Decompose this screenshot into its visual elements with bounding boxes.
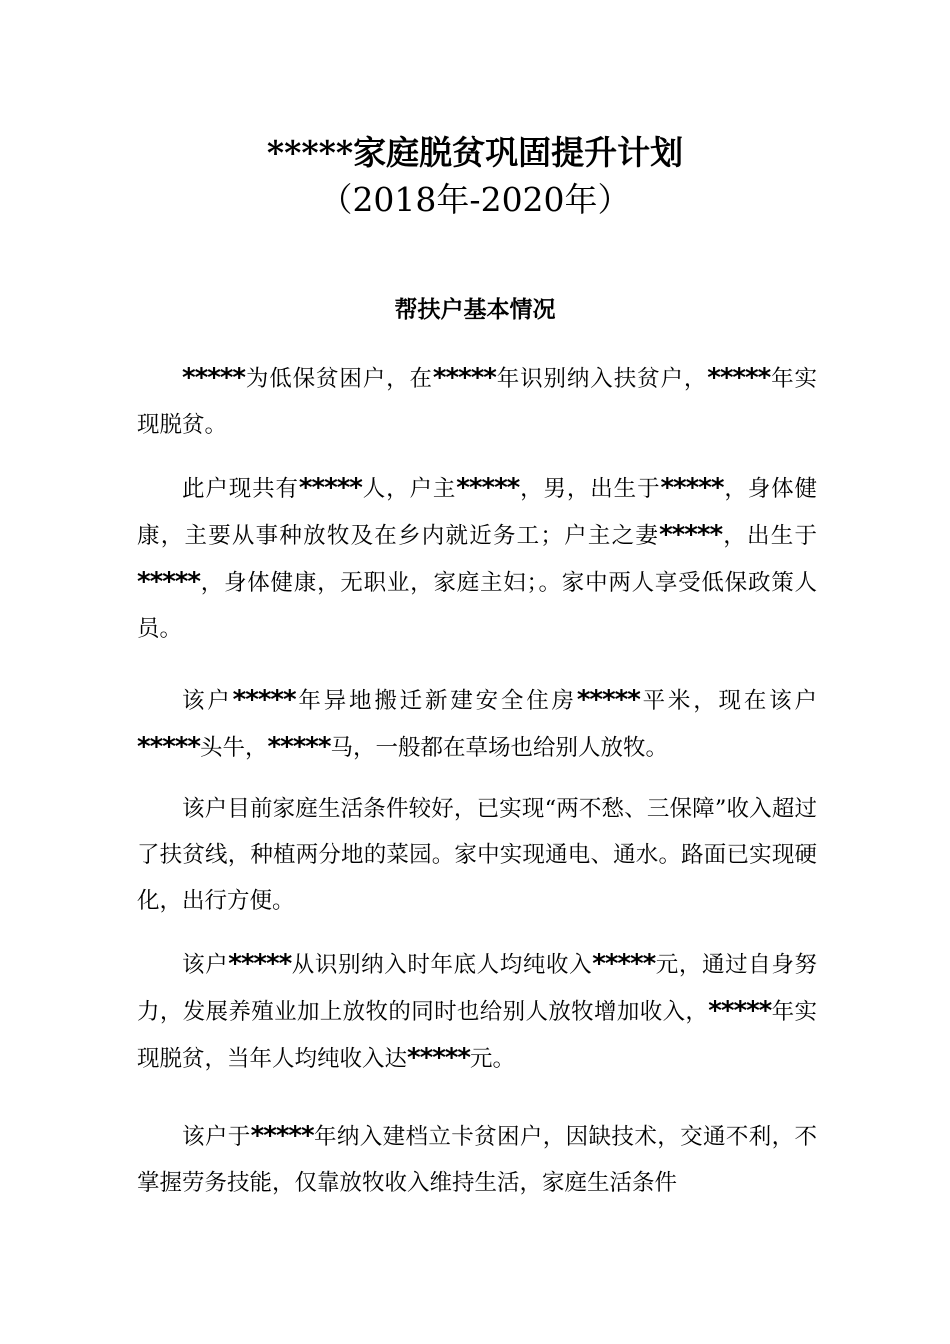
paragraph-text: 该户目前家庭生活条件较好，已实现“两不愁、三保障”收入超过了扶贫线，种植两分地的菜园。家中实现通电、通水。路面已实现硬化，出行方便。 bbox=[137, 796, 817, 914]
paragraph-text: 从识别纳入时年底人均纯收入 bbox=[291, 952, 593, 978]
paragraph-text: 该户 bbox=[182, 688, 233, 714]
redacted-value: ***** bbox=[660, 473, 724, 503]
paragraph-text: ，出生于 bbox=[722, 523, 817, 549]
paragraph-text: 元。 bbox=[470, 1046, 516, 1072]
redacted-value: ***** bbox=[250, 1121, 314, 1151]
redacted-value: ***** bbox=[456, 473, 520, 503]
redacted-value: ***** bbox=[228, 949, 292, 979]
paragraph-text: 该户 bbox=[182, 952, 229, 978]
paragraph-4 bbox=[137, 786, 817, 924]
paragraph-6 bbox=[137, 1113, 817, 1206]
paragraph-text: 年识别纳入扶贫户， bbox=[495, 366, 708, 392]
redacted-value: ***** bbox=[708, 996, 772, 1026]
paragraph-text: 年异地搬迁新建安全住房 bbox=[295, 688, 577, 714]
redacted-value: ***** bbox=[182, 363, 245, 393]
paragraph-text: 平米，现在该户 bbox=[639, 688, 817, 714]
section-heading: 帮扶户基本情况 bbox=[394, 296, 556, 323]
redacted-value: ***** bbox=[137, 732, 200, 762]
paragraph-text: 为低保贫困户，在 bbox=[244, 366, 433, 392]
paragraph-text: 元，通过自身努力，发展养殖业加上放牧的同时也给别人放牧增加收入， bbox=[137, 952, 817, 1025]
redacted-value: ***** bbox=[137, 567, 200, 597]
redacted-value: ***** bbox=[659, 520, 723, 550]
paragraph-text: 马，一般都在草场也给别人放牧。 bbox=[330, 735, 668, 761]
paragraph-1 bbox=[137, 355, 817, 448]
paragraph-text: 人，户主 bbox=[361, 476, 457, 502]
paragraph-text: ，身体健康，无职业，家庭主妇；。家中两人享受低保政策人员。 bbox=[137, 570, 817, 642]
document-title: *****家庭脱贫巩固提升计划 bbox=[266, 133, 684, 172]
paragraph-3 bbox=[137, 677, 817, 771]
paragraph-text: 年实现脱贫。 bbox=[137, 366, 817, 438]
redacted-value: ***** bbox=[407, 1043, 470, 1073]
redacted-value: ***** bbox=[232, 685, 296, 715]
paragraph-5 bbox=[137, 941, 817, 1082]
redacted-value: ***** bbox=[432, 363, 496, 393]
paragraph-text: 年纳入建档立卡贫困户，因缺技术，交通不利，不掌握劳务技能，仅靠放牧收入维持生活，家庭生活条件 bbox=[137, 1124, 817, 1196]
paragraph-2 bbox=[137, 465, 817, 652]
paragraph-text: ，身体健康，主要从事种放牧及在乡内就近务工；户主之妻 bbox=[137, 476, 817, 549]
paragraph-text: ，男，出生于 bbox=[519, 476, 661, 502]
paragraph-text: 此户现共有 bbox=[182, 476, 299, 502]
redacted-value: ***** bbox=[298, 473, 362, 503]
redacted-value: ***** bbox=[576, 685, 640, 715]
paragraph-text: 年实现脱贫，当年人均纯收入达 bbox=[137, 999, 817, 1072]
paragraph-text: 该户于 bbox=[182, 1124, 251, 1150]
paragraph-text: 头牛， bbox=[199, 735, 268, 761]
redacted-value: ***** bbox=[707, 363, 771, 393]
document-subtitle-years: （2018年-2020年） bbox=[319, 180, 631, 219]
redacted-value: ***** bbox=[592, 949, 656, 979]
redacted-value: ***** bbox=[267, 732, 331, 762]
